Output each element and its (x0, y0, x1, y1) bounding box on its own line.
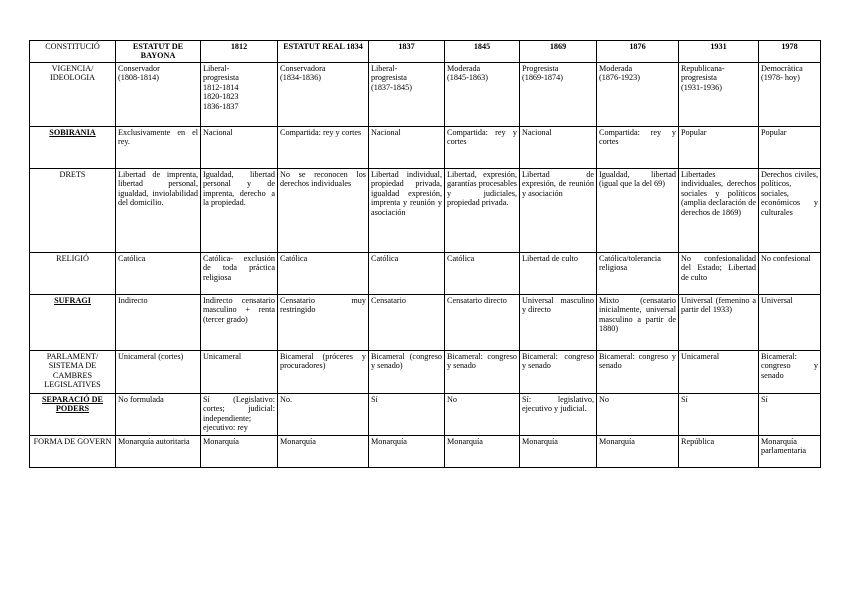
table-cell: Censatario directo (445, 295, 520, 351)
table-cell: Mixto (censatario inicialmente, universal masculino a partir de 1880) (597, 295, 679, 351)
table-cell: Bicameral (congreso y senado) (369, 351, 445, 394)
table-cell (201, 63, 278, 127)
cell-line: Progresista (522, 64, 559, 73)
row-header: DRETS (30, 169, 116, 253)
cell-line: (1834-1836) (280, 73, 321, 83)
table-cell: Libertad individual, propiedad privada, igualdad expresión, imprenta y reunión y asociación (369, 169, 445, 253)
table-cell (445, 63, 520, 127)
table-cell: Monarquía (597, 436, 679, 468)
table-cell: Popular (679, 127, 759, 169)
table-cell: Censatario (369, 295, 445, 351)
cell-line: Moderada (447, 64, 481, 73)
table-row (30, 436, 821, 468)
table-cell: Derechos civiles, políticos, sociales, económicos y culturales (759, 169, 821, 253)
cell-line: Conservadora (280, 64, 326, 73)
cell-line: 1820-1823 (203, 92, 239, 102)
table-cell: No formulada (116, 394, 201, 436)
table-cell (597, 63, 679, 127)
cell-line: (1931-1936) (681, 82, 722, 92)
cell-line: Conservador (118, 64, 160, 73)
row-header: SUFRAGI (30, 295, 116, 351)
table-cell: Sí (759, 394, 821, 436)
table-row (30, 169, 821, 253)
table-body (30, 63, 821, 468)
table-cell: Monarquía (201, 436, 278, 468)
table-row (30, 253, 821, 295)
table-cell: Monarquía (520, 436, 597, 468)
row-header: VIGENCIA/ IDEOLOGIA (30, 63, 116, 127)
cell-line: progresista (681, 73, 717, 83)
cell-line: (1837-1845) (371, 82, 412, 92)
cell-line: Republicana- (681, 64, 725, 73)
column-header: 1876 (597, 41, 679, 63)
table-cell: Bicameral: congreso y senado (520, 351, 597, 394)
cell-line: 1836-1837 (203, 101, 239, 111)
table-cell: Bicameral: congreso y senado (597, 351, 679, 394)
table-cell: República (679, 436, 759, 468)
constitutions-table (29, 40, 821, 468)
table-row (30, 127, 821, 169)
table-cell: Monarquía autoritaria (116, 436, 201, 468)
cell-line: Moderada (599, 64, 633, 73)
column-header: 1837 (369, 41, 445, 63)
cell-line: (1869-1874) (522, 73, 563, 83)
table-cell: No (597, 394, 679, 436)
column-header: 1869 (520, 41, 597, 63)
column-header: 1978 (759, 41, 821, 63)
table-cell: Compartida: rey y cortes (597, 127, 679, 169)
table-cell: Sí: legislativo, ejecutivo y judicial. (520, 394, 597, 436)
table-cell: Exclusivamente en el rey. (116, 127, 201, 169)
table-cell (278, 63, 369, 127)
table-cell: Nacional (369, 127, 445, 169)
row-header: PARLAMENT/ SISTEMA DE CAMBRES LEGISLATIVES (30, 351, 116, 394)
table-row (30, 295, 821, 351)
cell-line: progresista (371, 73, 407, 83)
table-cell: Igualdad, libertad (igual que la del 69) (597, 169, 679, 253)
table-cell: Monarquía (369, 436, 445, 468)
header-row (30, 41, 821, 63)
table-cell: No. (278, 394, 369, 436)
table-cell: Católica (369, 253, 445, 295)
table-cell: Bicameral: congreso y senado (759, 351, 821, 394)
table-cell: Bicameral: congreso y senado (445, 351, 520, 394)
table-row (30, 394, 821, 436)
table-cell: Católica- exclusión de toda práctica religiosa (201, 253, 278, 295)
table-cell (759, 63, 821, 127)
table-cell (679, 63, 759, 127)
row-header: SEPARACIÓ DE PODERS (30, 394, 116, 436)
table-cell: Libertades individuales, derechos sociales y políticos (amplia declaración de derechos de 1869) (679, 169, 759, 253)
table-cell: Nacional (520, 127, 597, 169)
table-cell: Libertad, expresión, garantías procesables y judiciales, propiedad privada. (445, 169, 520, 253)
cell-line: (1978- hoy) (761, 73, 800, 83)
table-cell: Libertad de imprenta, libertad personal, igualdad, inviolabilidad del domicilio. (116, 169, 201, 253)
cell-line: Democràtica (761, 64, 803, 73)
table-cell: No (445, 394, 520, 436)
table-row (30, 351, 821, 394)
table-cell (116, 63, 201, 127)
table-cell: Popular (759, 127, 821, 169)
table-cell: Compartida: rey y cortes (445, 127, 520, 169)
table-cell: No confesional (759, 253, 821, 295)
table-cell: No se reconocen los derechos individuales (278, 169, 369, 253)
table-cell: Nacional (201, 127, 278, 169)
table-cell: Indirecto (116, 295, 201, 351)
column-header: 1845 (445, 41, 520, 63)
column-header: CONSTITUCIÓ (30, 41, 116, 63)
table-cell: Sí (Legislativo: cortes; judicial: independiente; ejecutivo: rey (201, 394, 278, 436)
table-cell: Indirecto censatario masculino + renta (tercer grado) (201, 295, 278, 351)
cell-line: Liberal- (203, 64, 230, 73)
table-cell: No confesionalidad del Estado; Libertad de culto (679, 253, 759, 295)
table-cell: Monarquía parlamentaria (759, 436, 821, 468)
table-cell: Unicameral (cortes) (116, 351, 201, 394)
column-header: ESTATUT REAL 1834 (278, 41, 369, 63)
cell-line: (1845-1863) (447, 73, 488, 83)
table-cell: Monarquía (445, 436, 520, 468)
column-header: 1812 (201, 41, 278, 63)
table-cell: Universal (759, 295, 821, 351)
table-cell: Católica (445, 253, 520, 295)
cell-line: (1808-1814) (118, 73, 159, 83)
table-cell: Unicameral (201, 351, 278, 394)
cell-line: Liberal- (371, 64, 398, 73)
table-row (30, 63, 821, 127)
column-header: ESTATUT DE BAYONA (116, 41, 201, 63)
table-cell: Sí (369, 394, 445, 436)
table-cell (369, 63, 445, 127)
cell-line: (1876-1923) (599, 73, 640, 83)
column-header: 1931 (679, 41, 759, 63)
table-cell: Católica/tolerancia religiosa (597, 253, 679, 295)
table-cell: Igualdad, libertad personal y de imprenta, derecho a la propiedad. (201, 169, 278, 253)
row-header: SOBIRANIA (30, 127, 116, 169)
table-cell: Libertad de expresión, de reunión y asociación (520, 169, 597, 253)
table-cell: Universal masculino y directo (520, 295, 597, 351)
table-cell: Bicameral (próceres y procuradores) (278, 351, 369, 394)
table-cell: Censatario muy restringido (278, 295, 369, 351)
row-header: FORMA DE GOVERN (30, 436, 116, 468)
table-cell: Católica (278, 253, 369, 295)
table-cell: Universal (femenino a partir del 1933) (679, 295, 759, 351)
table-cell: Monarquía (278, 436, 369, 468)
cell-line: progresista (203, 73, 239, 83)
cell-line: 1812-1814 (203, 82, 239, 92)
table-cell: Sí (679, 394, 759, 436)
table-cell: Compartida: rey y cortes (278, 127, 369, 169)
table-cell: Católica (116, 253, 201, 295)
table-cell: Libertad de culto (520, 253, 597, 295)
table-cell: Unicameral (679, 351, 759, 394)
row-header: RELIGIÓ (30, 253, 116, 295)
table-cell (520, 63, 597, 127)
